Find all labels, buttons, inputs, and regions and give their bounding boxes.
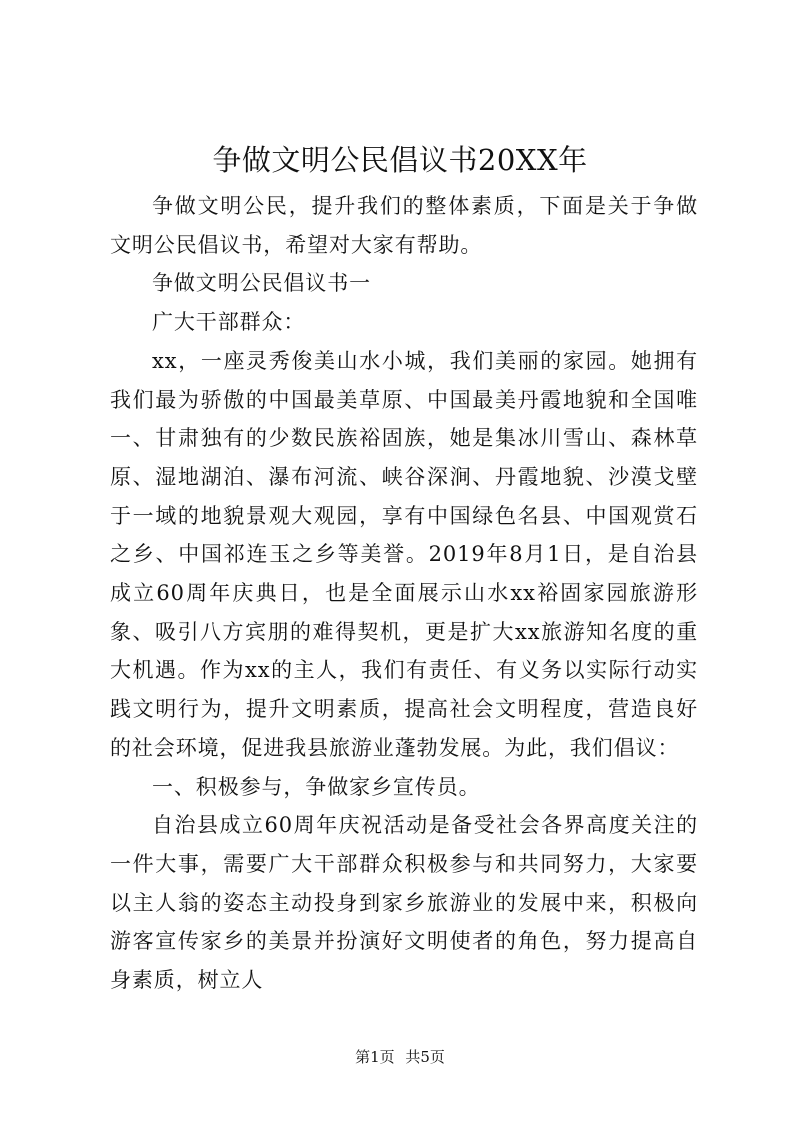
page-total: 共5页 <box>405 1048 445 1066</box>
paragraph-intro: 争做文明公民，提升我们的整体素质，下面是关于争做文明公民倡议书，希望对大家有帮助。 <box>110 194 698 257</box>
paragraph-salutation: 广大干部群众： <box>152 310 306 335</box>
document-title: 争做文明公民倡议书20XX年 <box>212 143 588 177</box>
paragraph-section-heading: 一、积极参与，争做家乡宣传员。 <box>152 774 481 799</box>
page-footer <box>0 1047 800 1067</box>
document-body <box>110 187 698 1000</box>
paragraph-main: xx，一座灵秀俊美山水小城，我们美丽的家园。她拥有我们最为骄傲的中国最美草原、中国最美丹霞地貌和全国唯一、甘肃独有的少数民族裕固族，她是集冰川雪山、森林草原、湿地湖泊、瀑布河流、峡谷深涧、丹霞地貌、沙漠戈壁于一域的地貌景观大观园，享有中国绿色名县、中国观赏石之乡、中国祁连玉之乡等美誉。2019年8月1日，是自治县成立60周年庆典日，也是全面展示山水xx裕固家园旅游形象、吸引八方宾朋的难得契机，更是扩大xx旅游知名度的重大机遇。作为xx的主人，我们有责任、有义务以实际行动实践文明行为，提升文明素质，提高社会文明程度，营造良好的社会环境，促进我县旅游业蓬勃发展。为此，我们倡议： <box>110 348 698 760</box>
paragraph-section-body: 自治县成立60周年庆祝活动是备受社会各界高度关注的一件大事，需要广大干部群众积极参与和共同努力，大家要以主人翁的姿态主动投身到家乡旅游业的发展中来，积极向游客宣传家乡的美景并扮演好文明使者的角色，努力提高自身素质，树立人 <box>110 813 698 993</box>
page-number: 第1页 <box>355 1048 395 1066</box>
paragraph-subheading: 争做文明公民倡议书一 <box>152 271 371 296</box>
